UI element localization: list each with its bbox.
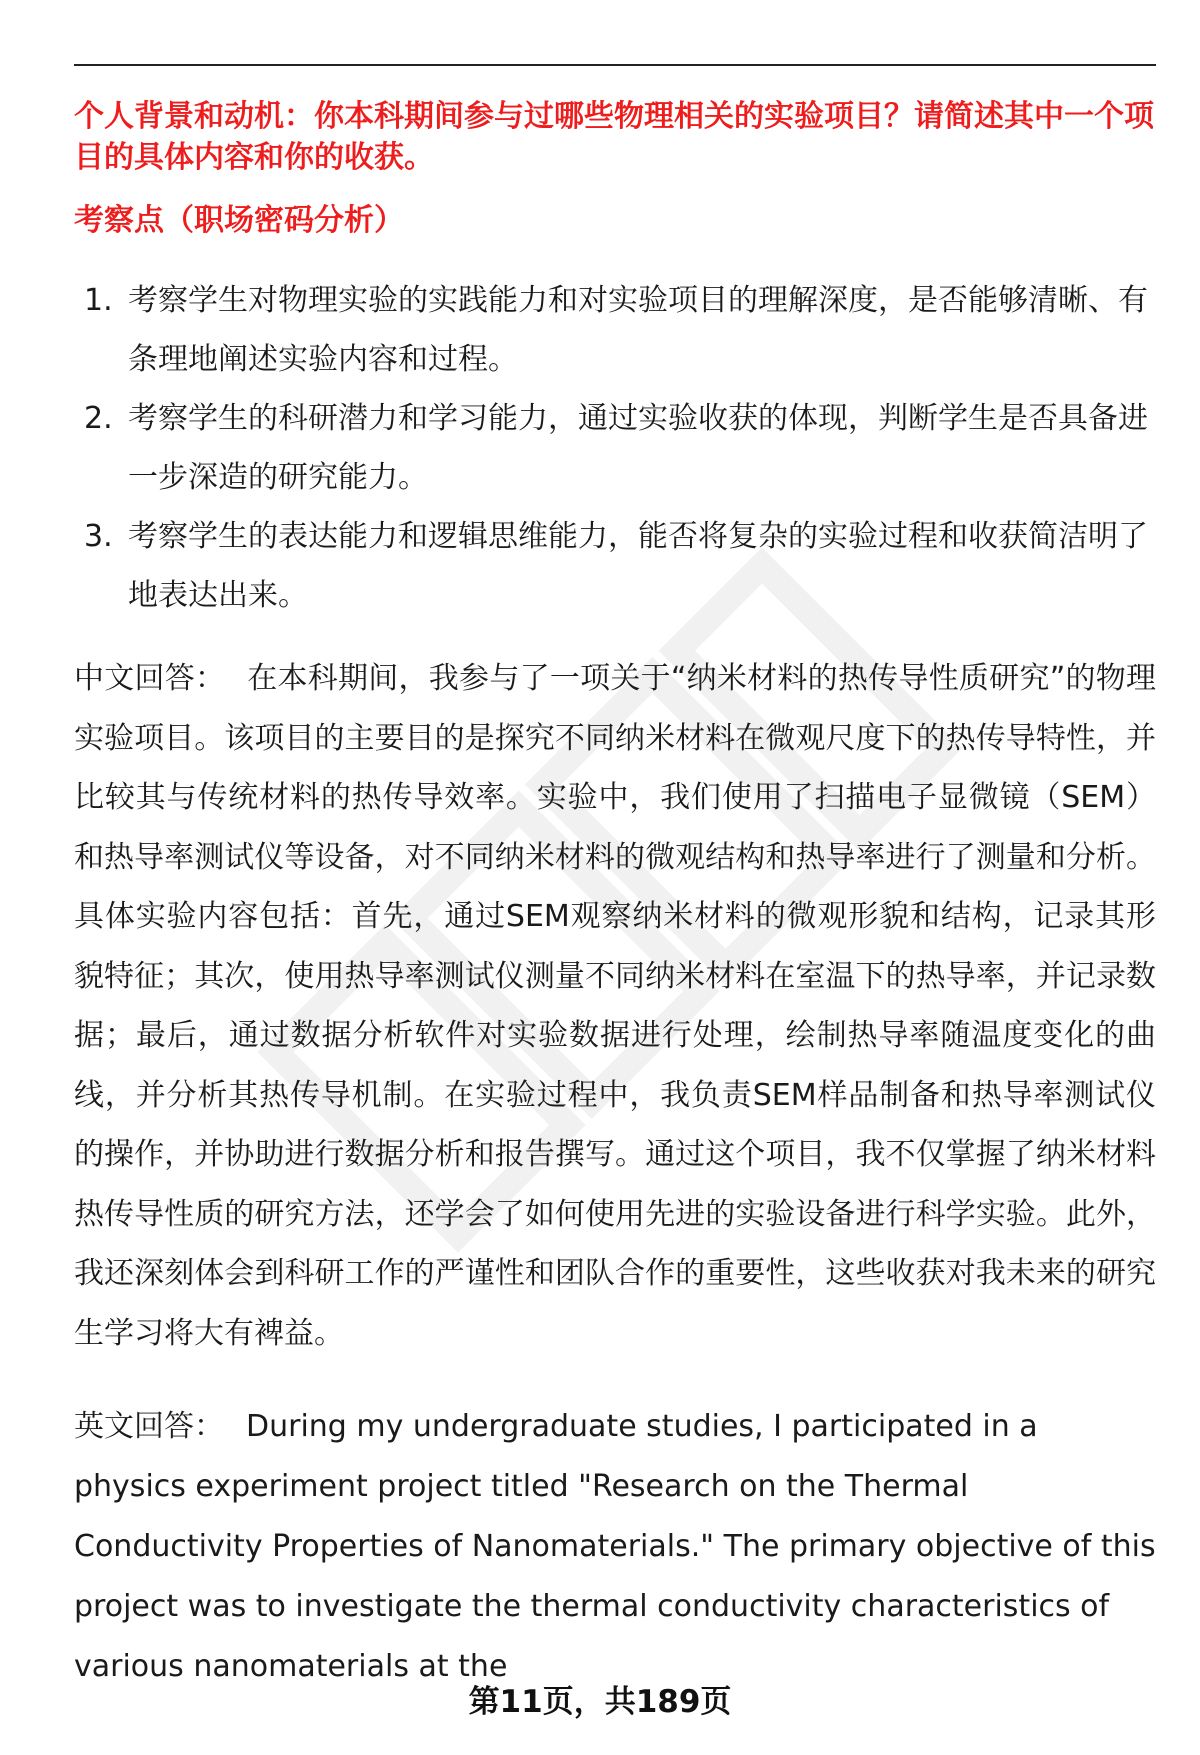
- chinese-answer-label: 中文回答：: [74, 661, 226, 696]
- list-item-text: 考察学生的表达能力和逻辑思维能力，能否将复杂的实验过程和收获简洁明了地表达出来。: [128, 519, 1148, 613]
- list-item-number: 1.: [84, 283, 113, 318]
- main-content: [74, 96, 1156, 1697]
- english-answer-label: 英文回答：: [74, 1409, 224, 1444]
- list-item: [74, 389, 1156, 507]
- header-rule: [74, 64, 1156, 66]
- chinese-answer-text: 在本科期间，我参与了一项关于“纳米材料的热传导性质研究”的物理实验项目。该项目的主要目的是探究不同纳米材料在微观尺度下的热传导特性，并比较其与传统材料的热传导效率。实验中，我们使用了扫描电子显微镜（SEM）和热导率测试仪等设备，对不同纳米材料的微观结构和热导率进行了测量和分析。具体实验内容包括：首先，通过SEM观察纳米材料的微观形貌和结构，记录其形貌特征；其次，使用热导率测试仪测量不同纳米材料在室温下的热导率，并记录数据；最后，通过数据分析软件对实验数据进行处理，绘制热导率随温度变化的曲线，并分析其热传导机制。在实验过程中，我负责SEM样品制备和热导率测试仪的操作，并协助进行数据分析和报告撰写。通过这个项目，我不仅掌握了纳米材料热传导性质的研究方法，还学会了如何使用先进的实验设备进行科学实验。此外，我还深刻体会到科研工作的严谨性和团队合作的重要性，这些收获对我未来的研究生学习将大有裨益。: [74, 661, 1156, 1351]
- list-item-text: 考察学生的科研潜力和学习能力，通过实验收获的体现，判断学生是否具备进一步深造的研究能力。: [128, 401, 1148, 495]
- analysis-section-title: 考察点（职场密码分析）: [74, 203, 404, 238]
- question-heading: 个人背景和动机：你本科期间参与过哪些物理相关的实验项目？请简述其中一个项目的具体内容和你的收获。: [74, 99, 1154, 175]
- list-item-text: 考察学生对物理实验的实践能力和对实验项目的理解深度，是否能够清晰、有条理地阐述实验内容和过程。: [128, 283, 1148, 377]
- list-item: [74, 271, 1156, 389]
- english-answer: [74, 1397, 1156, 1697]
- list-item-number: 2.: [84, 401, 113, 436]
- english-answer-text: During my undergraduate studies, I participated in a physics experiment project titled "Research on the Thermal Conductivity Properties of Nanomaterials." The primary objective of this project was to investigate the thermal conductivity characteristics of various nanomaterials at the: [74, 1409, 1156, 1684]
- page-number-footer: 第11页，共189页: [468, 1684, 732, 1720]
- chinese-answer: [74, 649, 1156, 1363]
- analysis-points-list: [74, 271, 1156, 625]
- list-item-number: 3.: [84, 519, 113, 554]
- list-item: [74, 507, 1156, 625]
